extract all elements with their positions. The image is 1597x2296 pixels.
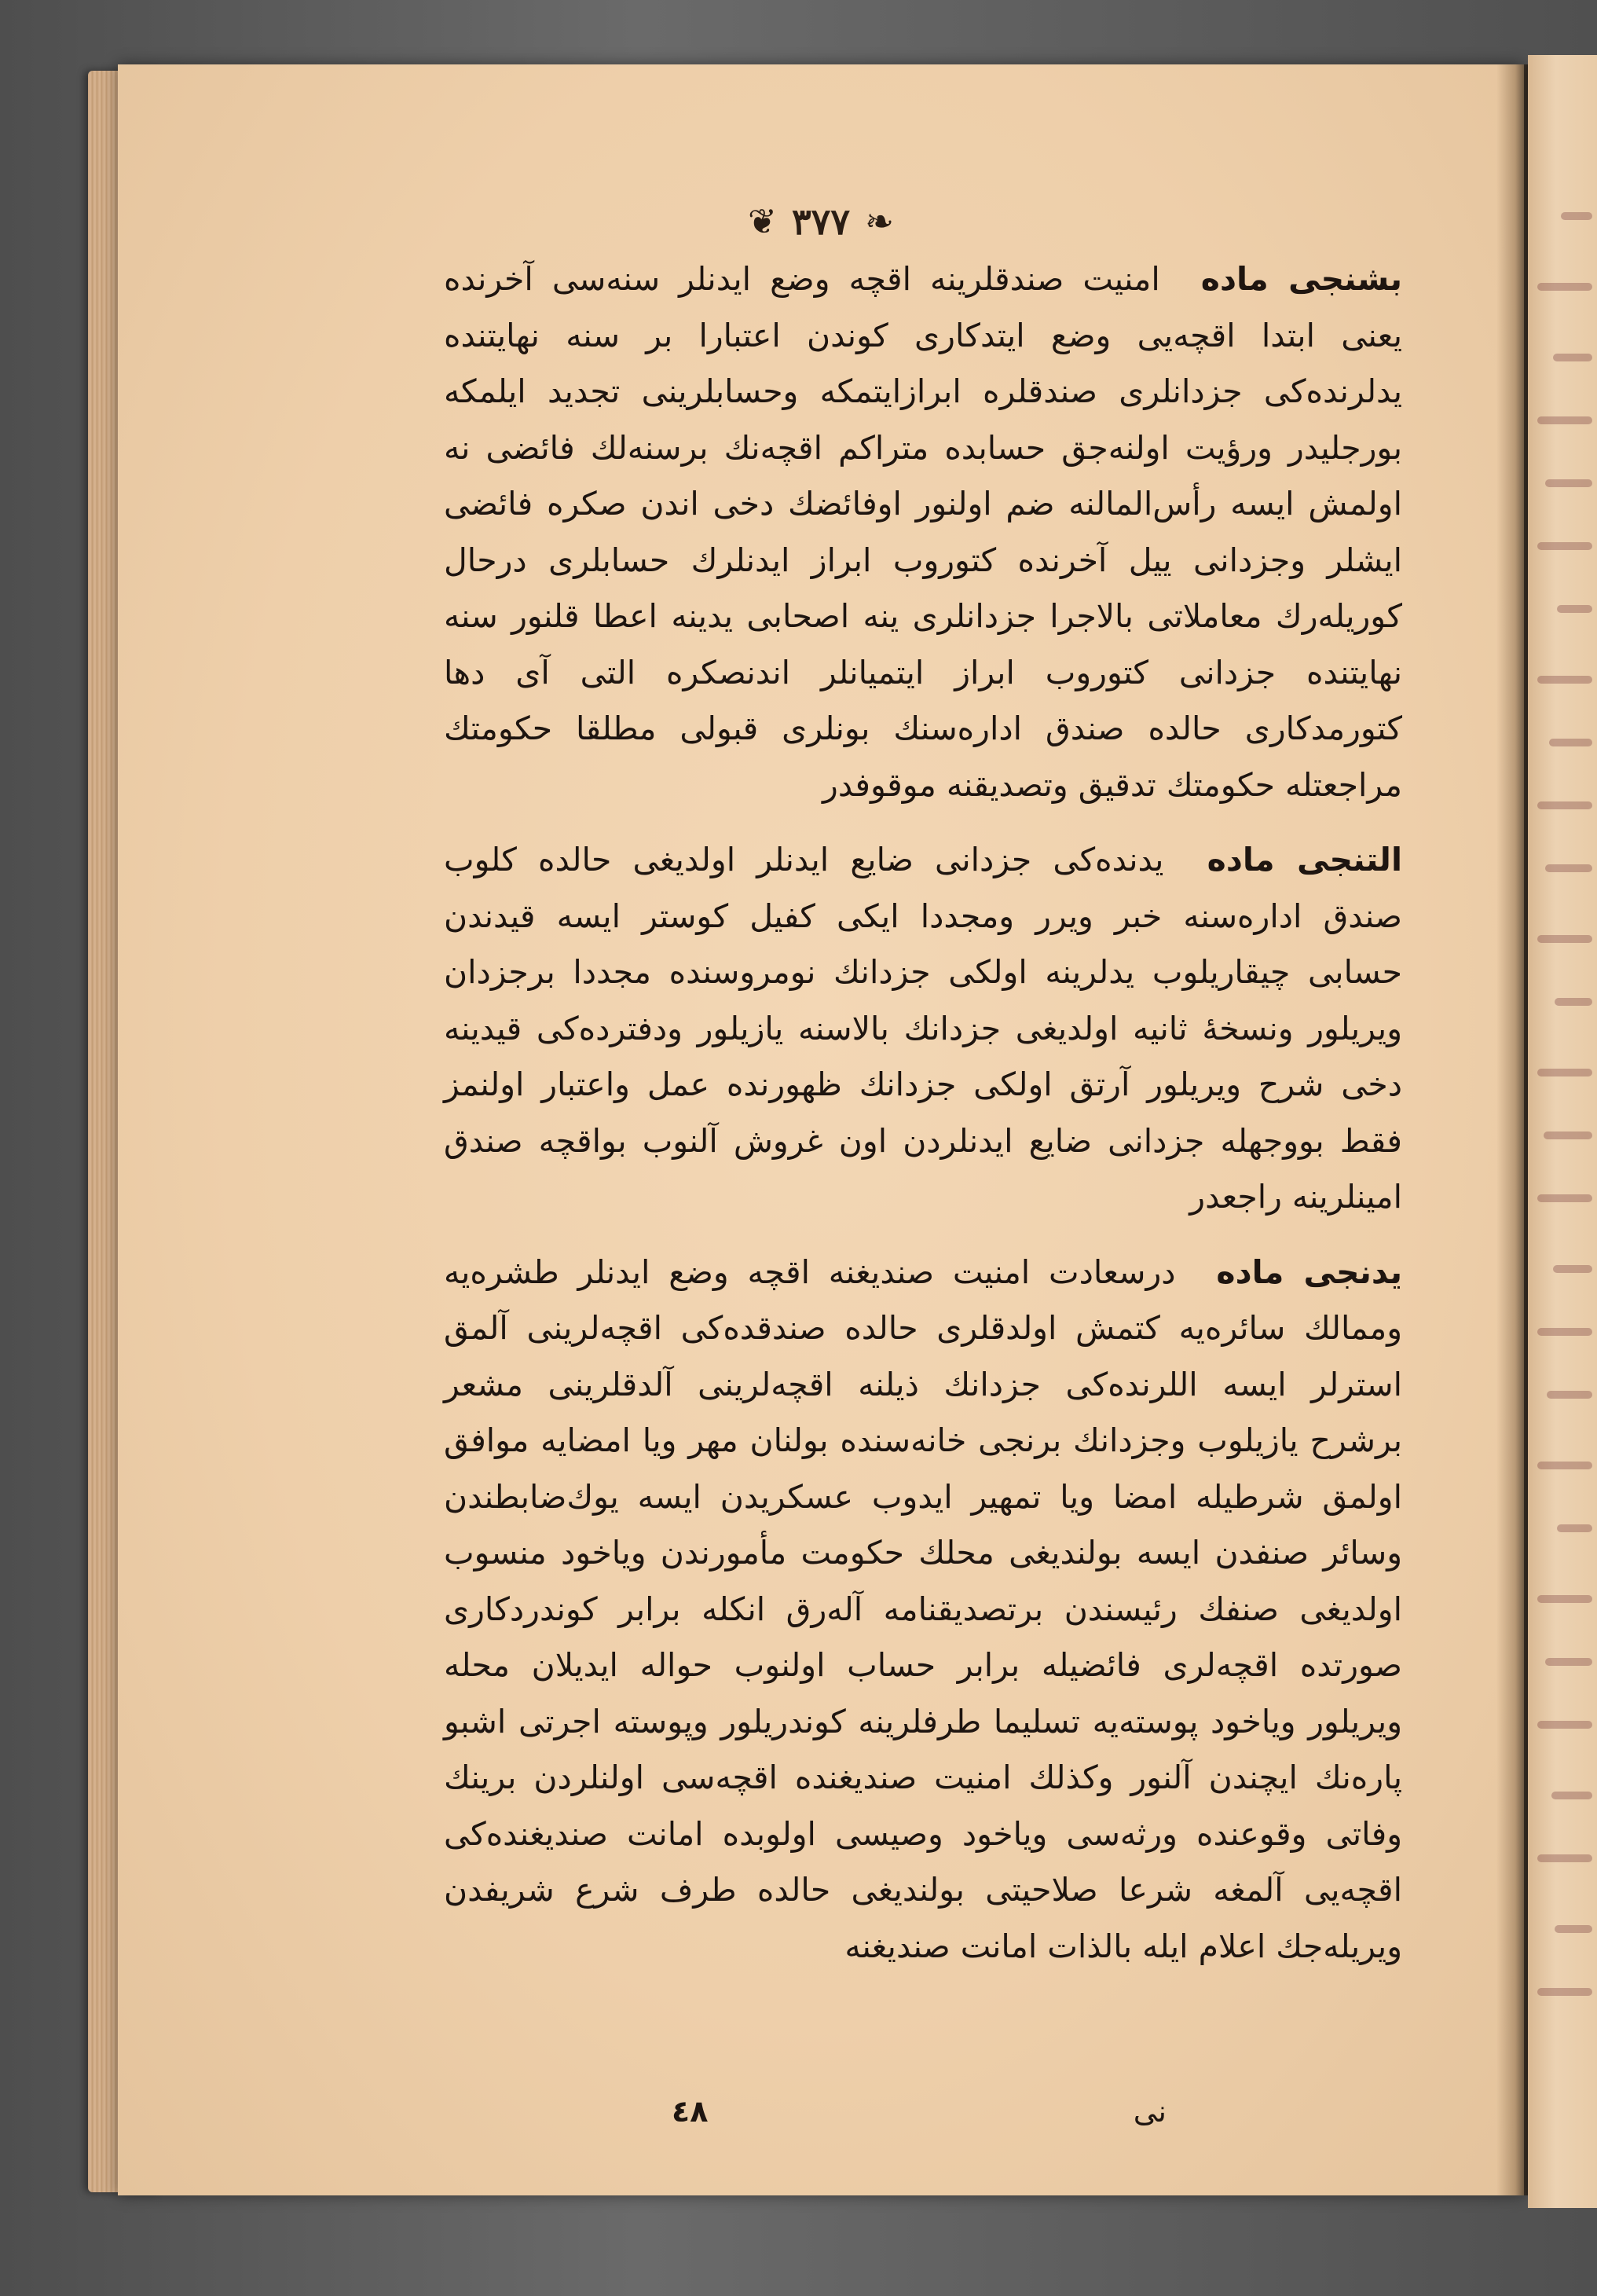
article-5-text: امنیت صندقلرینه اقچه وضع ایدنلر سنه‌سی آخرنده یعنی ابتدا اقچه‌یی وضع ایتدکاری کوندن اعتبارا بر سنه نهایتنده یدلرنده‌کی جزدانلری صندقلره ابرازایتمکه وحسابلرینی تجدید ایلمکه بورجلیدر ورؤیت اولنه‌جق حسابده متراکم اقچه‌نك برسنه‌لك فائضی نه اولمش ایسه رأس‌المالنه ضم اولنور اوفائضك دخی اندن صکره فائضی ایشلر وجزدانی ییل آخرنده کتوروب ابراز ایدنلرك حسابلری درحال کوریله‌رك معاملاتی بالاجرا جزدانلری ینه اصحابی یدینه اعطا قلنور سنه نهایتنده جزدانی کتوروب ابراز ایتمیانلر اندنصکره التی آی دها کتورمدکاری حالده صندق اداره‌سنك بونلری قبولی مطلقا حکومتك مراجعتله حکومتك تدقیق وتصدیقنه موقوفدر (444, 260, 1402, 804)
page-header (118, 200, 1524, 243)
article-7-text: درسعادت امنیت صندیغنه اقچه وضع ایدنلر طشره‌یه وممالك سائره‌یه کتمش اولدقلری حالده صندقده‌کی اقچه‌لرینی آلمق استرلر ایسه اللرنده‌کی جزدانك ذیلنه اقچه‌لرینی آلدقلرینی مشعر برشرح یازیلوب وجزدانك برنجی خانه‌سنده بولنان مهر ویا امضایه موافق اولمق شرطیله امضا ویا تمهیر ایدوب عسکریدن ایسه یوك‌ضابطندن وسائر صنفدن ایسه بولندیغی محلك حکومت مأمورندن ویاخود منسوب اولدیغی صنفك رئیسندن برتصدیقنامه آله‌رق انکله برابر کوندردکاری صورتده اقچه‌لری فائضیله برابر حساب اولنوب حواله ایدیلان محله ویریلور ویاخود پوسته‌یه تسلیما طرفلرینه کوندریلور وپوسته اجرتی اشبو پاره‌نك ایچندن آلنور وکذلك امنیت صندیغنده اقچه‌سی اولنلردن برینك وفاتی وقوعنده ورثه‌سی ویاخود وصیسی اولوبده امانت صندیغنده‌کی اقچه‌یی آلمغه شرعا صلاحیتی بولندیغی حالده طرف شرع شریفدن ویریله‌جك اعلام ایله بالذات امانت صندیغنه (444, 1253, 1402, 1965)
adjacent-page-strip (1528, 55, 1597, 2208)
page-number: ٣٧٧ (791, 200, 851, 243)
article-7-paragraph (444, 1245, 1402, 1975)
article-6-paragraph (444, 832, 1402, 1226)
article-7-label: یدنجی ماده (1216, 1253, 1402, 1291)
article-6-text: یدنده‌کی جزدانی ضایع ایدنلر اولدیغی حالده کلوب صندق اداره‌سنه خبر ویرر ومجددا ایکی کفیل کوستر ایسه قیدندن حسابی چیقاریلوب یدلرینه اولکی جزدانك نومروسنده مجددا برجزدان ویریلور ونسخهٔ ثانیه اولدیغی جزدانك بالاسنه یازیلور ودفترده‌کی قیدینه دخی شرح ویریلور آرتق اولکی جزدانك ظهورنده عمل واعتبار اولنمز فقط بووجهله جزدانی ضایع ایدنلردن اون غروش آلنوب بواقچه صندق امینلرینه راجعدر (444, 841, 1402, 1216)
sheet-number: ٤٨ (672, 2094, 709, 2129)
ornament-right-icon: ❧ (865, 201, 895, 242)
article-5-label: بشنجی ماده (1200, 260, 1402, 298)
book-gutter (1496, 64, 1528, 2195)
ornament-left-icon: ❦ (747, 201, 777, 242)
article-text (444, 251, 1402, 1975)
article-5-paragraph (444, 251, 1402, 813)
signature-mark: نی (1133, 2094, 1167, 2129)
article-6-label: التنجی ماده (1207, 841, 1403, 878)
page-footer (444, 2094, 1402, 2133)
